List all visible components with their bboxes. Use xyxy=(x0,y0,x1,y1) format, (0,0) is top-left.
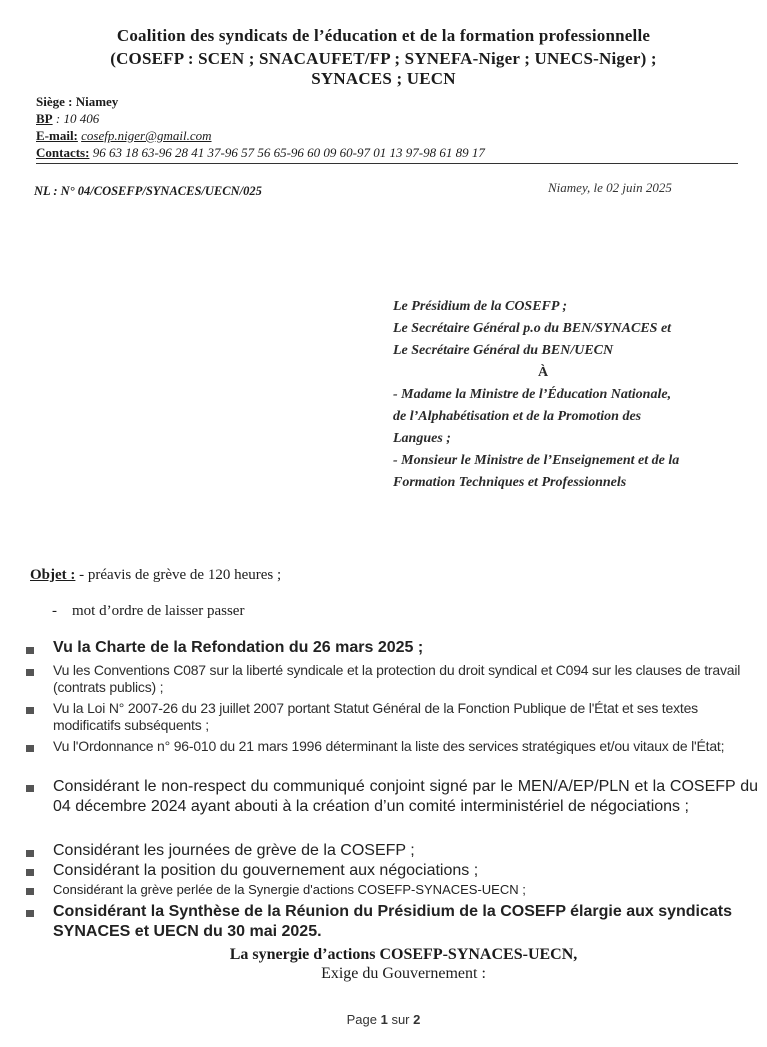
page-total: 2 xyxy=(413,1012,421,1027)
page-mid: sur xyxy=(387,1012,414,1027)
objet-item-2: mot d’ordre de laisser passer xyxy=(72,603,245,619)
bullet-icon xyxy=(26,707,34,714)
email-label: E-mail: xyxy=(36,128,78,143)
info-block xyxy=(36,93,485,161)
bullet-icon xyxy=(26,669,34,676)
page-footer xyxy=(0,1012,767,1027)
considerant-item: Vu les Conventions C087 sur la liberté syndicale et la protection du droit syndical et C094 sur les clauses de travail (contrats publics) ; xyxy=(53,662,741,695)
letter-date: Niamey, le 02 juin 2025 xyxy=(548,180,672,195)
considerant-item: Considérant la position du gouvernement aux négociations ; xyxy=(53,862,479,879)
contacts-value: 96 63 18 63-96 28 41 37-96 57 56 65-96 60 09 60-97 01 13 97-98 61 89 17 xyxy=(92,145,485,160)
header-line-3: SYNACES ; UECN xyxy=(311,69,456,88)
bullet-icon xyxy=(26,850,34,857)
considerant-item: Considérant la Synthèse de la Réunion du Présidium de la COSEFP élargie aux syndicats SYNACES et UECN du 30 mai 2025. xyxy=(53,903,733,940)
considerant-item: Considérant le non-respect du communiqué conjoint signé par le MEN/A/EP/PLN et la COSEFP du 04 décembre 2024 ayant abouti à la création d’un comité interministériel de négociations ; xyxy=(53,778,758,815)
header-line-1: Coalition des syndicats de l’éducation et de la formation professionnelle xyxy=(116,26,651,45)
objet-line xyxy=(30,567,281,584)
closing-line-2: Exige du Gouvernement : xyxy=(321,965,486,982)
bp-label: BP xyxy=(36,111,53,126)
bullet-icon xyxy=(26,888,34,895)
bullet-icon xyxy=(26,869,34,876)
sender-line-2: Le Secrétaire Général p.o du BEN/SYNACES et xyxy=(393,321,672,336)
bullet-icon xyxy=(26,785,34,792)
objet-label: Objet : xyxy=(30,567,76,583)
objet-dash: - xyxy=(52,603,57,619)
recipient-line-1: - Madame la Ministre de l’Éducation Nationale, xyxy=(393,387,672,402)
bullet-icon xyxy=(26,910,34,917)
recipient-line-2: de l’Alphabétisation et de la Promotion des xyxy=(393,409,642,424)
siege: Siège : Niamey xyxy=(36,94,119,109)
contacts-label: Contacts: xyxy=(36,145,90,160)
a-marker: À xyxy=(537,365,549,380)
considerant-item: Vu la Charte de la Refondation du 26 mars 2025 ; xyxy=(53,639,424,656)
sender-line-1: Le Présidium de la COSEFP ; xyxy=(393,299,568,314)
recipient-line-4: - Monsieur le Ministre de l’Enseignement et de la xyxy=(393,453,680,468)
bullet-icon xyxy=(26,745,34,752)
bp-value: : 10 406 xyxy=(55,111,100,126)
considerant-item: Considérant les journées de grève de la COSEFP ; xyxy=(53,842,415,859)
considerant-item: Vu l'Ordonnance n° 96-010 du 21 mars 1996 déterminant la liste des services stratégiques et/ou vitaux de l'État; xyxy=(53,738,725,754)
header-line-2: (COSEFP : SCEN ; SNACAUFET/FP ; SYNEFA-Niger ; UNECS-Niger) ; xyxy=(110,49,657,68)
objet-line-2 xyxy=(52,603,244,620)
sender-line-3: Le Secrétaire Général du BEN/UECN xyxy=(393,343,614,358)
bullet-icon xyxy=(26,647,34,654)
objet-item-1: - préavis de grève de 120 heures ; xyxy=(79,567,282,583)
recipient-line-3: Langues ; xyxy=(393,431,451,446)
considerant-item: Considérant la grève perlée de la Synergie d'actions COSEFP-SYNACES-UECN ; xyxy=(53,882,526,897)
page-prefix: Page xyxy=(346,1012,381,1027)
email-value: cosefp.niger@gmail.com xyxy=(81,128,212,143)
considerant-item: Vu la Loi N° 2007-26 du 23 juillet 2007 portant Statut Général de la Fonction Publique de l'État et ses textes modificatifs subséquents ; xyxy=(53,700,698,733)
page-number: 1 xyxy=(380,1012,388,1027)
closing-line-1: La synergie d’actions COSEFP-SYNACES-UECN, xyxy=(229,946,578,963)
recipient-line-5: Formation Techniques et Professionnels xyxy=(393,475,627,490)
reference-number: NL : N° 04/COSEFP/SYNACES/UECN/025 xyxy=(34,184,262,198)
header-divider xyxy=(36,163,738,164)
addressee-block xyxy=(393,296,743,494)
